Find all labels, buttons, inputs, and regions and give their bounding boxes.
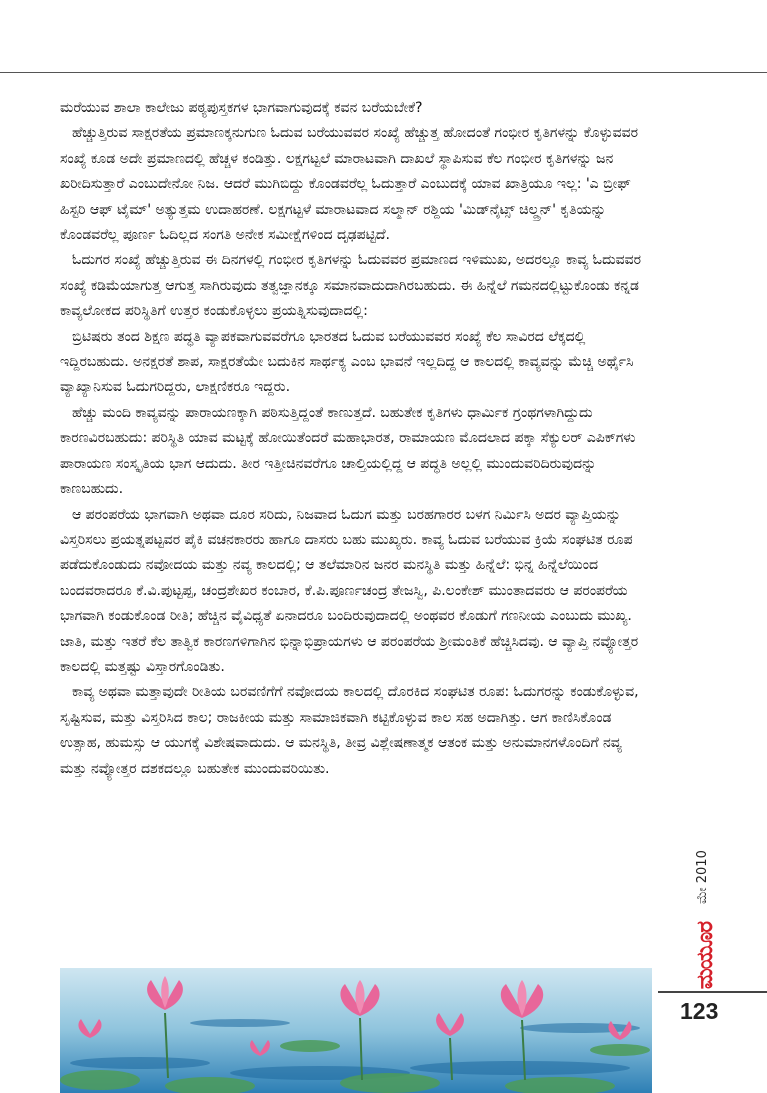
magazine-name: ಮಯೂರ	[693, 922, 718, 990]
paragraph: ಹೆಚ್ಚು ಮಂದಿ ಕಾವ್ಯವನ್ನು ಪಾರಾಯಣಕ್ಕಾಗಿ ಪಠಿಸುತ್ತಿದ್ದಂತೆ ಕಾಣುತ್ತದೆ. ಬಹುತೇಕ ಕೃತಿಗಳು ಧಾರ್ಮಿಕ ಗ್ರಂಥಗಳಾಗಿದ್ದುದು ಕಾರಣವಿರಬಹುದು: ಪರಿಸ್ಥಿತಿ ಯಾವ ಮಟ್ಟಕ್ಕೆ ಹೋಯಿತೆಂದರೆ ಮಹಾಭಾರತ, ರಾಮಾಯಣ ಮೊದಲಾದ ಪಕ್ಕಾ ಸೆಕ್ಯುಲರ್ ಎಪಿಕ್‌ಗಳು ಪಾರಾಯಣ ಸಂಸ್ಕೃತಿಯ ಭಾಗ ಆದುದು. ತೀರ ಇತ್ತೀಚಿನವರೆಗೂ ಚಾಲ್ತಿಯಲ್ಲಿದ್ದ ಆ ಪದ್ಧತಿ ಅಲ್ಲಲ್ಲಿ ಮುಂದುವರಿದಿರುವುದನ್ನು ಕಾಣಬಹುದು.	[60, 404, 636, 498]
header-rule	[0, 72, 767, 73]
footer-rule	[658, 991, 767, 993]
lotus-pond-illustration	[60, 968, 652, 1093]
paragraph: ಆ ಪರಂಪರೆಯ ಭಾಗವಾಗಿ ಅಥವಾ ದೂರ ಸರಿದು, ನಿಜವಾದ ಓದುಗ ಮತ್ತು ಬರಹಗಾರರ ಬಳಗ ನಿರ್ಮಿಸಿ ಅದರ ವ್ಯಾಪ್ತಿಯನ್ನು ವಿಸ್ತರಿಸಲು ಪ್ರಯತ್ನಪಟ್ಟವರ ಪೈಕಿ ವಚನಕಾರರು ಹಾಗೂ ದಾಸರು ಬಹು ಮುಖ್ಯರು. ಕಾವ್ಯ ಓದುವ ಬರೆಯುವ ಕ್ರಿಯೆ ಸಂಘಟಿತ ರೂಪ ಪಡೆದುಕೊಂಡುದು ನವೋದಯ ಮತ್ತು ನವ್ಯ ಕಾಲದಲ್ಲಿ; ಆ ತಲೆಮಾರಿನ ಜನರ ಮನಸ್ಥಿತಿ ಮತ್ತು ಹಿನ್ನೆಲೆ: ಭಿನ್ನ ಹಿನ್ನೆಲೆಯಿಂದ ಬಂದವರಾದರೂ ಕೆ.ವಿ.ಪುಟ್ಟಪ್ಪ, ಚಂದ್ರಶೇಖರ ಕಂಬಾರ, ಕೆ.ಪಿ.ಪೂರ್ಣಚಂದ್ರ ತೇಜಸ್ವಿ, ಪಿ.ಲಂಕೇಶ್ ಮುಂತಾದವರು ಆ ಪರಂಪರೆಯ ಭಾಗವಾಗಿ ಕಂಡುಕೊಂಡ ರೀತಿ; ಹೆಚ್ಚಿನ ವೈವಿಧ್ಯತೆ ಏನಾದರೂ ಬಂದಿರುವುದಾದಲ್ಲಿ ಅಂಥವರ ಕೊಡುಗೆ ಗಣನೀಯ ಎಂಬುದು ಮುಖ್ಯ. ಜಾತಿ, ಮತ್ತು ಇತರೆ ಕೆಲ ತಾತ್ವಿಕ ಕಾರಣಗಳಿಗಾಗಿನ ಭಿನ್ನಾಭಿಪ್ರಾಯಗಳು ಆ ಪರಂಪರೆಯ ಶ್ರೀಮಂತಿಕೆ ಹೆಚ್ಚಿಸಿದವು. ಆ ವ್ಯಾಪ್ತಿ ನವ್ಯೋತ್ತರ ಕಾಲದಲ್ಲಿ ಮತ್ತಷ್ಟು ವಿಸ್ತಾರಗೊಂಡಿತು.	[60, 506, 639, 675]
page-number: 123	[680, 998, 719, 1024]
article-body	[60, 96, 642, 782]
issue-date: ಮೇ 2010	[695, 850, 710, 904]
paragraph: ಕಾವ್ಯ ಅಥವಾ ಮತ್ತಾವುದೇ ರೀತಿಯ ಬರವಣಿಗೆಗೆ ನವೋದಯ ಕಾಲದಲ್ಲಿ ದೊರಕಿದ ಸಂಘಟಿತ ರೂಪ: ಓದುಗರನ್ನು ಕಂಡುಕೊಳ್ಳುವ, ಸೃಷ್ಟಿಸುವ, ಮತ್ತು ವಿಸ್ತರಿಸಿದ ಕಾಲ; ರಾಜಕೀಯ ಮತ್ತು ಸಾಮಾಜಿಕವಾಗಿ ಕಟ್ಟಿಕೊಳ್ಳುವ ಕಾಲ ಸಹ ಅದಾಗಿತ್ತು. ಆಗ ಕಾಣಿಸಿಕೊಂಡ ಉತ್ಸಾಹ, ಹುಮಸ್ಸು ಆ ಯುಗಕ್ಕೆ ವಿಶೇಷವಾದುದು. ಆ ಮನಸ್ಥಿತಿ, ತೀವ್ರ ವಿಶ್ಲೇಷಣಾತ್ಮಕ ಆತಂಕ ಮತ್ತು ಅನುಮಾನಗಳೊಂದಿಗೆ ನವ್ಯ ಮತ್ತು ನವ್ಯೋತ್ತರ ದಶಕದಲ್ಲೂ ಬಹುತೇಕ ಮುಂದುವರಿಯಿತು.	[60, 684, 639, 777]
magazine-logo	[690, 922, 722, 990]
paragraph: ಬ್ರಿಟಿಷರು ತಂದ ಶಿಕ್ಷಣ ಪದ್ಧತಿ ವ್ಯಾಪಕವಾಗುವವರೆಗೂ ಭಾರತದ ಓದುವ ಬರೆಯುವವರ ಸಂಖ್ಯೆ ಕೆಲ ಸಾವಿರದ ಲೆಕ್ಕದಲ್ಲಿ ಇದ್ದಿರಬಹುದು. ಅನಕ್ಷರತೆ ಶಾಪ, ಸಾಕ್ಷರತೆಯೇ ಬದುಕಿನ ಸಾರ್ಥಕ್ಯ ಎಂಬ ಭಾವನೆ ಇಲ್ಲದಿದ್ದ ಆ ಕಾಲದಲ್ಲಿ ಕಾವ್ಯವನ್ನು ಮೆಚ್ಚಿ ಅರ್ಥೈಸಿ ವ್ಯಾಖ್ಯಾನಿಸುವ ಓದುಗರಿದ್ದರು, ಲಾಕ್ಷಣಿಕರೂ ಇದ್ದರು.	[60, 328, 634, 396]
paragraph: ಮರೆಯುವ ಶಾಲಾ ಕಾಲೇಜು ಪಠ್ಯಪುಸ್ತಕಗಳ ಭಾಗವಾಗುವುದಕ್ಕೆ ಕವನ ಬರೆಯಬೇಕೆ?	[60, 100, 423, 116]
paragraph: ಓದುಗರ ಸಂಖ್ಯೆ ಹೆಚ್ಚುತ್ತಿರುವ ಈ ದಿನಗಳಲ್ಲಿ ಗಂಭೀರ ಕೃತಿಗಳನ್ನು ಓದುವವರ ಪ್ರಮಾಣದ ಇಳಿಮುಖ, ಅದರಲ್ಲೂ ಕಾವ್ಯ ಓದುವವರ ಸಂಖ್ಯೆ ಕಡಿಮೆಯಾಗುತ್ತ ಆಗುತ್ತ ಸಾಗಿರುವುದು ತತ್ವಜ್ಞಾನಕ್ಕೂ ಸಮಾನವಾದುದಾಗಿರಬಹುದು. ಈ ಹಿನ್ನೆಲೆ ಗಮನದಲ್ಲಿಟ್ಟುಕೊಂಡು ಕನ್ನಡ ಕಾವ್ಯಲೋಕದ ಪರಿಸ್ಥಿತಿಗೆ ಉತ್ತರ ಕಂಡುಕೊಳ್ಳಲು ಪ್ರಯತ್ನಿಸುವುದಾದಲ್ಲಿ:	[60, 252, 642, 320]
paragraph: ಹೆಚ್ಚುತ್ತಿರುವ ಸಾಕ್ಷರತೆಯ ಪ್ರಮಾಣಕ್ಕನುಗುಣ ಓದುವ ಬರೆಯುವವರ ಸಂಖ್ಯೆ ಹೆಚ್ಚುತ್ತ ಹೋದಂತೆ ಗಂಭೀರ ಕೃತಿಗಳನ್ನು ಕೊಳ್ಳುವವರ ಸಂಖ್ಯೆ ಕೂಡ ಅದೇ ಪ್ರಮಾಣದಲ್ಲಿ ಹೆಚ್ಚಳ ಕಂಡಿತ್ತು. ಲಕ್ಷಗಟ್ಟಲೆ ಮಾರಾಟವಾಗಿ ದಾಖಲೆ ಸ್ಥಾಪಿಸುವ ಕೆಲ ಗಂಭೀರ ಕೃತಿಗಳನ್ನು ಜನ ಖರೀದಿಸುತ್ತಾರೆ ಎಂಬುದೇನೋ ನಿಜ. ಆದರೆ ಮುಗಿಬಿದ್ದು ಕೊಂಡವರೆಲ್ಲ ಓದುತ್ತಾರೆ ಎಂಬುದಕ್ಕೆ ಯಾವ ಖಾತ್ರಿಯೂ ಇಲ್ಲ: 'ಎ ಬ್ರೀಫ್ ಹಿಸ್ಟರಿ ಆಫ್ ಟೈಮ್' ಅತ್ಯುತ್ತಮ ಉದಾಹರಣೆ. ಲಕ್ಷಗಟ್ಟಳೆ ಮಾರಾಟವಾದ ಸಲ್ಮಾನ್ ರಶ್ದಿಯ 'ಮಿಡ್‌ನೈಟ್ಸ್ ಚಿಲ್ಡ್ರನ್' ಕೃತಿಯನ್ನು ಕೊಂಡವರೆಲ್ಲ ಪೂರ್ಣ ಓದಿಲ್ಲದ ಸಂಗತಿ ಅನೇಕ ಸಮೀಕ್ಷೆಗಳಿಂದ ದೃಢಪಟ್ಟಿದೆ.	[60, 125, 639, 244]
